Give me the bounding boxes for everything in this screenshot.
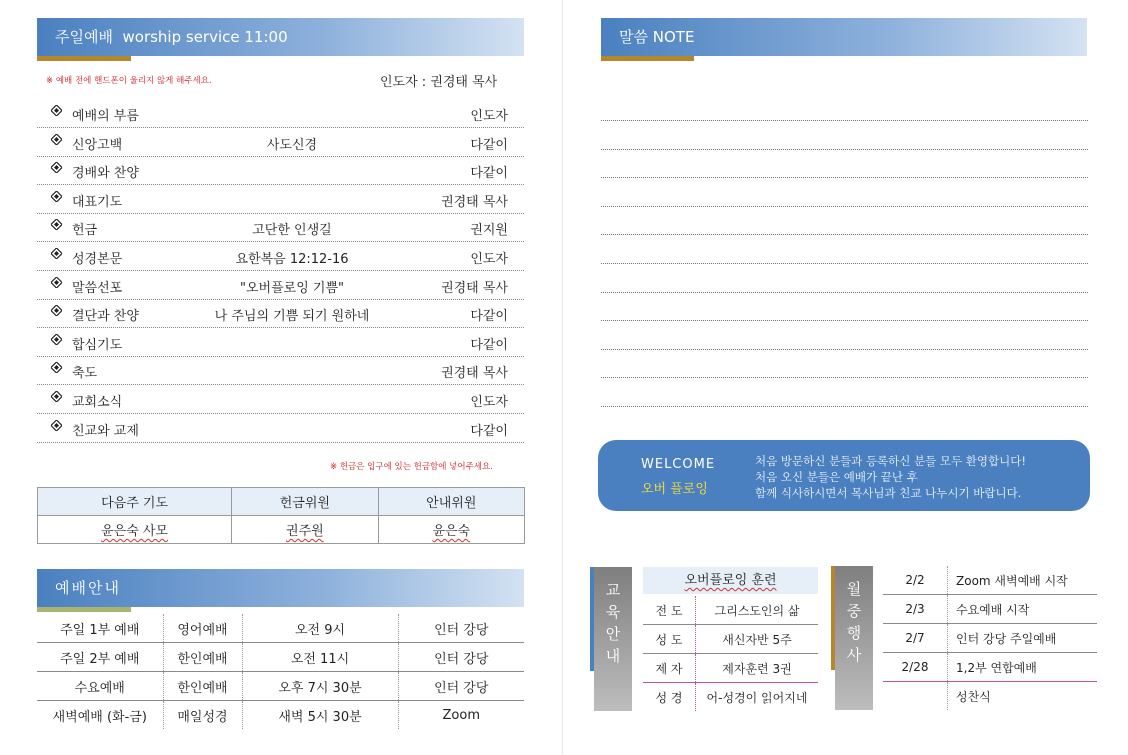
monthly-label-accent bbox=[831, 566, 835, 670]
education-row bbox=[643, 683, 818, 712]
guide-cell: 주일 1부 예배 bbox=[37, 614, 163, 643]
education-category: 제 자 bbox=[643, 654, 696, 683]
order-row bbox=[37, 242, 524, 271]
note-line bbox=[601, 149, 1088, 150]
monthly-date: 2/3 bbox=[883, 595, 948, 624]
welcome-message: 함께 식사하시면서 목사님과 친교 나누시기 바랍니다. bbox=[755, 486, 1022, 500]
guide-cell: 오후 7시 30분 bbox=[242, 672, 398, 701]
order-row bbox=[37, 185, 524, 214]
page-fold bbox=[562, 0, 563, 755]
education-label-char: 내 bbox=[605, 647, 621, 665]
order-item-label: 신앙고백 bbox=[72, 137, 123, 153]
note-line bbox=[601, 120, 1088, 121]
guide-cell: 인터 강당 bbox=[398, 672, 524, 701]
roles-header: 다음주 기도 bbox=[38, 488, 232, 516]
order-item-person: 다같이 bbox=[470, 337, 508, 353]
monthly-event: 1,2부 연합예배 bbox=[948, 653, 1098, 682]
order-row bbox=[37, 213, 524, 242]
roles-value-text: 윤은숙 사모 bbox=[101, 524, 169, 539]
monthly-label-char: 중 bbox=[846, 602, 862, 620]
order-row bbox=[37, 299, 524, 328]
diamond-bullet-icon bbox=[51, 134, 62, 145]
education-category: 성 경 bbox=[643, 683, 696, 712]
guide-cell: 영어예배 bbox=[163, 614, 242, 643]
education-category: 전 도 bbox=[643, 596, 696, 625]
monthly-row bbox=[883, 653, 1097, 682]
monthly-event: Zoom 새벽예배 시작 bbox=[948, 566, 1098, 595]
education-title-text: 오버플로잉 훈련 bbox=[684, 573, 777, 588]
diamond-bullet-icon bbox=[51, 219, 62, 230]
guide-cell: 매일성경 bbox=[163, 701, 242, 730]
order-item-person: 다같이 bbox=[470, 137, 508, 153]
monthly-event: 인터 강당 주일예배 bbox=[948, 624, 1098, 653]
monthly-label bbox=[835, 566, 873, 710]
roles-value-text: 윤은숙 bbox=[432, 524, 471, 539]
order-item-label: 말씀선포 bbox=[72, 280, 123, 296]
guide-cell: 인터 강당 bbox=[398, 614, 524, 643]
order-item-person: 다같이 bbox=[470, 166, 508, 182]
guide-cell: 한인예배 bbox=[163, 643, 242, 672]
note-line bbox=[601, 177, 1088, 178]
note-header bbox=[601, 18, 1087, 56]
order-item-detail: 사도신경 bbox=[266, 137, 318, 153]
note-line bbox=[601, 377, 1088, 378]
diamond-bullet-icon bbox=[51, 420, 62, 431]
roles-header: 헌금위원 bbox=[232, 488, 378, 516]
order-item-person: 다같이 bbox=[470, 423, 508, 439]
order-row bbox=[37, 156, 524, 185]
welcome-box bbox=[598, 440, 1090, 511]
guide-header-underline bbox=[37, 607, 131, 612]
diamond-bullet-icon bbox=[51, 248, 62, 259]
order-row bbox=[37, 356, 524, 385]
order-item-person: 권경태 목사 bbox=[441, 280, 508, 296]
note-line bbox=[601, 263, 1088, 264]
roles-header: 안내위원 bbox=[378, 488, 524, 516]
education-course: 제자훈련 3권 bbox=[696, 654, 819, 683]
education-course: 그리스도인의 삶 bbox=[696, 596, 819, 625]
order-item-person: 인도자 bbox=[470, 395, 508, 410]
monthly-label-char: 행 bbox=[846, 624, 862, 642]
order-item-person: 다같이 bbox=[470, 309, 508, 325]
note-header-underline bbox=[601, 56, 694, 61]
guide-cell: 주일 2부 예배 bbox=[37, 643, 163, 672]
order-item-label: 교회소식 bbox=[72, 395, 123, 410]
order-item-label: 합심기도 bbox=[72, 337, 123, 353]
diamond-bullet-icon bbox=[51, 334, 62, 345]
monthly-date: 2/28 bbox=[883, 653, 948, 682]
monthly-event: 수요예배 시작 bbox=[948, 595, 1098, 624]
diamond-bullet-icon bbox=[51, 391, 62, 402]
guide-cell: 오전 11시 bbox=[242, 643, 398, 672]
guide-cell: 수요예배 bbox=[37, 672, 163, 701]
order-row bbox=[37, 128, 524, 157]
order-item-detail: 요한복음 12:12-16 bbox=[235, 252, 349, 267]
order-item-label: 축도 bbox=[72, 366, 98, 382]
education-row bbox=[643, 654, 818, 683]
guide-cell: 오전 9시 bbox=[242, 614, 398, 643]
guide-row bbox=[37, 643, 524, 672]
welcome-message: 처음 방문하신 분들과 등록하신 분들 모두 환영합니다! bbox=[755, 454, 1026, 468]
roles-value bbox=[378, 516, 524, 544]
welcome-subtitle: 오버 플로잉 bbox=[641, 482, 708, 497]
worship-guide-table bbox=[37, 614, 524, 729]
order-row bbox=[37, 271, 524, 300]
order-item-detail: 나 주님의 기쁨 되기 원하네 bbox=[214, 309, 370, 325]
guide-cell: 인터 강당 bbox=[398, 643, 524, 672]
order-item-label: 성경본문 bbox=[72, 252, 123, 267]
guide-cell: 한인예배 bbox=[163, 672, 242, 701]
monthly-label-char: 사 bbox=[846, 646, 862, 664]
roles-table bbox=[37, 487, 525, 544]
roles-value bbox=[38, 516, 232, 544]
note-line bbox=[601, 234, 1088, 235]
phone-note: ※ 예배 전에 핸드폰이 울리지 않게 해주세요. bbox=[46, 76, 212, 86]
order-item-label: 친교와 교제 bbox=[72, 423, 139, 439]
roles-value-text: 권주원 bbox=[286, 524, 324, 539]
order-item-person: 권경태 목사 bbox=[441, 366, 508, 382]
note-line bbox=[601, 292, 1088, 293]
note-line bbox=[601, 320, 1088, 321]
order-item-label: 경배와 찬양 bbox=[72, 166, 139, 182]
note-line bbox=[601, 406, 1088, 407]
diamond-bullet-icon bbox=[51, 305, 62, 316]
guide-cell: Zoom bbox=[442, 707, 480, 723]
roles-value bbox=[232, 516, 378, 544]
offering-note: ※ 헌금은 입구에 있는 헌금함에 넣어주세요. bbox=[330, 462, 493, 472]
order-item-label: 결단과 찬양 bbox=[72, 309, 139, 325]
welcome-message: 처음 오신 분들은 예배가 끝난 후 bbox=[755, 470, 918, 484]
monthly-event: 성찬식 bbox=[956, 689, 991, 704]
leader-name: 인도자 : 권경태 목사 bbox=[380, 75, 498, 90]
worship-header-underline bbox=[37, 56, 131, 61]
diamond-bullet-icon bbox=[51, 191, 62, 202]
order-item-label: 대표기도 bbox=[72, 194, 123, 210]
diamond-bullet-icon bbox=[51, 162, 62, 173]
monthly-row bbox=[883, 682, 1097, 711]
order-row bbox=[37, 99, 524, 128]
order-row bbox=[37, 414, 524, 443]
guide-header-text: 예배안내 bbox=[55, 579, 121, 597]
welcome-title: WELCOME bbox=[641, 457, 716, 472]
monthly-date bbox=[883, 682, 948, 711]
order-item-detail: "오버플로잉 기쁨" bbox=[240, 280, 344, 296]
monthly-date: 2/7 bbox=[883, 624, 948, 653]
order-row bbox=[37, 385, 524, 414]
worship-header-text: 주일예배 worship service 11:00 bbox=[55, 28, 288, 46]
education-label-char: 교 bbox=[605, 581, 621, 599]
worship-header bbox=[37, 18, 524, 56]
education-label-char: 안 bbox=[605, 625, 621, 643]
note-line bbox=[601, 349, 1088, 350]
education-label bbox=[594, 567, 632, 711]
monthly-row bbox=[883, 624, 1097, 653]
order-item-person: 권경태 목사 bbox=[441, 194, 508, 210]
monthly-row bbox=[883, 566, 1097, 595]
diamond-bullet-icon bbox=[51, 362, 62, 373]
education-course: 어-성경이 읽어지네 bbox=[706, 690, 808, 705]
order-item-person: 인도자 bbox=[470, 109, 508, 124]
order-item-detail: 고단한 인생길 bbox=[252, 223, 332, 239]
guide-row bbox=[37, 672, 524, 701]
note-line bbox=[601, 206, 1088, 207]
guide-row bbox=[37, 614, 524, 643]
monthly-label-char: 월 bbox=[846, 580, 862, 598]
diamond-bullet-icon bbox=[51, 277, 62, 288]
monthly-date: 2/2 bbox=[883, 566, 948, 595]
education-table bbox=[643, 596, 818, 711]
monthly-events-table bbox=[883, 566, 1097, 710]
education-label-accent bbox=[590, 567, 594, 671]
education-row bbox=[643, 596, 818, 625]
order-item-label: 헌금 bbox=[72, 223, 98, 239]
guide-cell: 새벽 5시 30분 bbox=[242, 701, 398, 730]
guide-header bbox=[37, 569, 524, 607]
education-category: 성 도 bbox=[643, 625, 696, 654]
order-row bbox=[37, 328, 524, 357]
education-label-char: 육 bbox=[605, 603, 621, 621]
guide-row bbox=[37, 701, 524, 730]
order-item-label: 예배의 부름 bbox=[72, 109, 139, 124]
order-item-person: 권지원 bbox=[470, 223, 508, 239]
education-title bbox=[643, 567, 818, 594]
order-item-person: 인도자 bbox=[470, 252, 508, 267]
education-row bbox=[643, 625, 818, 654]
guide-cell: 새벽예배 (화-금) bbox=[37, 701, 163, 730]
diamond-bullet-icon bbox=[51, 105, 62, 116]
education-course: 새신자반 5주 bbox=[696, 625, 819, 654]
note-header-text: 말씀 NOTE bbox=[619, 28, 695, 46]
monthly-row bbox=[883, 595, 1097, 624]
